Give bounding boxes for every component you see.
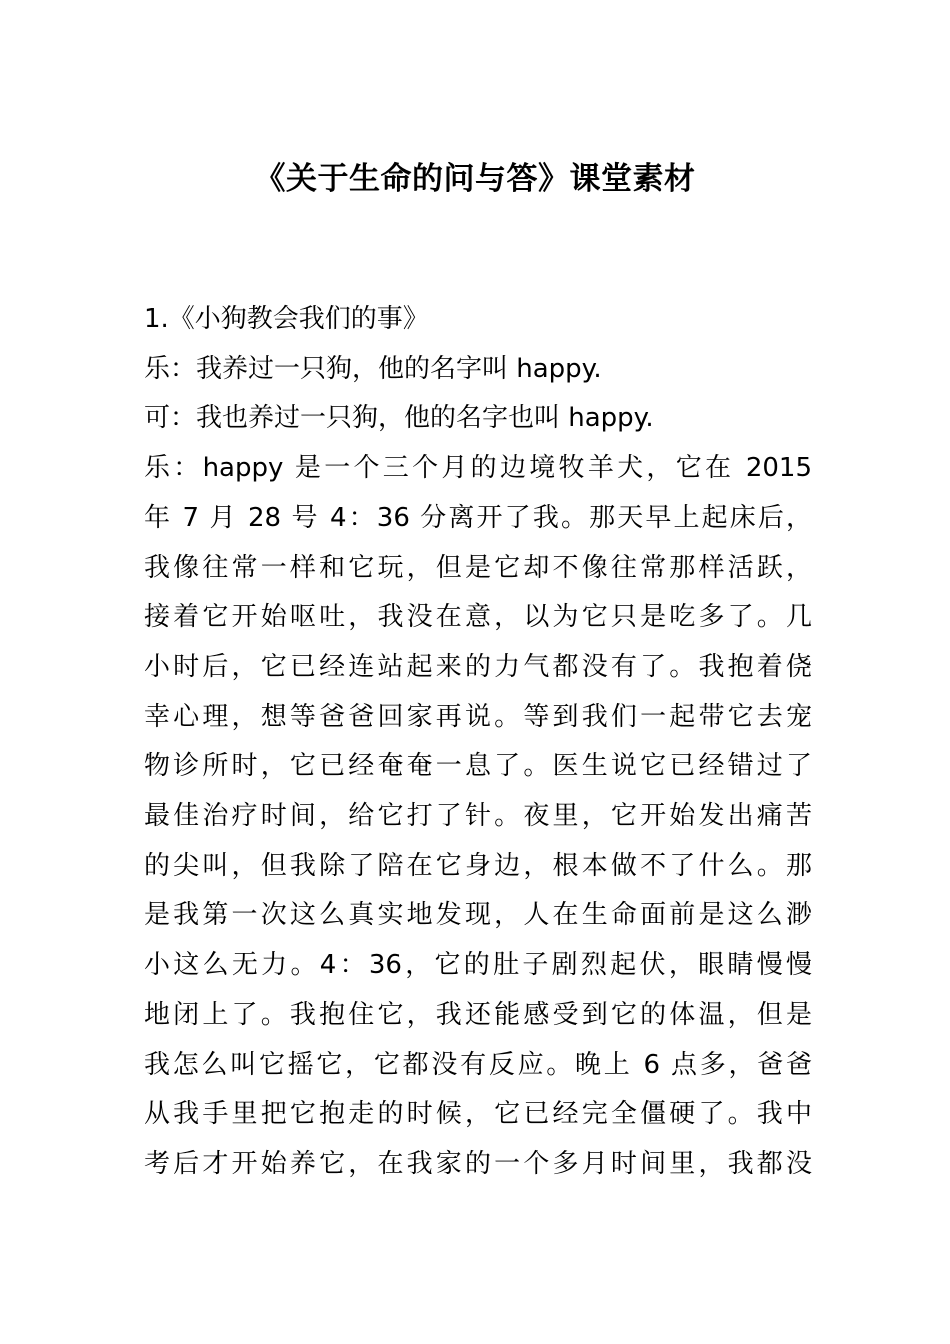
paragraph-line: 是我第一次这么真实地发现，人在生命面前是这么渺 — [144, 900, 812, 931]
paragraph-line: 考后才开始养它，在我家的一个多月时间里，我都没 — [144, 1148, 812, 1179]
paragraph-line: 最佳治疗时间，给它打了针。夜里，它开始发出痛苦 — [144, 801, 812, 832]
document-body — [144, 295, 812, 1190]
paragraph-line: 小时后，它已经连站起来的力气都没有了。我抱着侥 — [144, 651, 812, 682]
paragraph-line: 年 7 月 28 号 4：36 分离开了我。那天早上起床后， — [144, 502, 812, 533]
paragraph-line: 我怎么叫它摇它，它都没有反应。晚上 6 点多，爸爸 — [144, 1049, 812, 1080]
paragraph-line: 我像往常一样和它玩，但是它却不像往常那样活跃， — [144, 552, 812, 583]
paragraph-line: 地闭上了。我抱住它，我还能感受到它的体温，但是 — [144, 999, 812, 1030]
paragraph-line: 幸心理，想等爸爸回家再说。等到我们一起带它去宠 — [144, 701, 812, 732]
paragraph-line: 的尖叫，但我除了陪在它身边，根本做不了什么。那 — [144, 850, 812, 881]
paragraph-line: 可：我也养过一只狗，他的名字也叫 happy. — [144, 403, 654, 434]
paragraph-line: 物诊所时，它已经奄奄一息了。医生说它已经错过了 — [144, 751, 812, 782]
document-title: 《关于生命的问与答》课堂素材 — [254, 161, 696, 197]
section-heading: 1.《小狗教会我们的事》 — [144, 304, 429, 334]
paragraph-line: 乐：我养过一只狗，他的名字叫 happy. — [144, 353, 602, 384]
paragraph-line: 接着它开始呕吐，我没在意，以为它只是吃多了。几 — [144, 602, 812, 633]
paragraph-line: 从我手里把它抱走的时候，它已经完全僵硬了。我中 — [144, 1099, 812, 1130]
paragraph-line: 乐：happy 是一个三个月的边境牧羊犬，它在 2015 — [144, 453, 812, 484]
paragraph-line: 小这么无力。4：36，它的肚子剧烈起伏，眼睛慢慢 — [144, 950, 812, 981]
